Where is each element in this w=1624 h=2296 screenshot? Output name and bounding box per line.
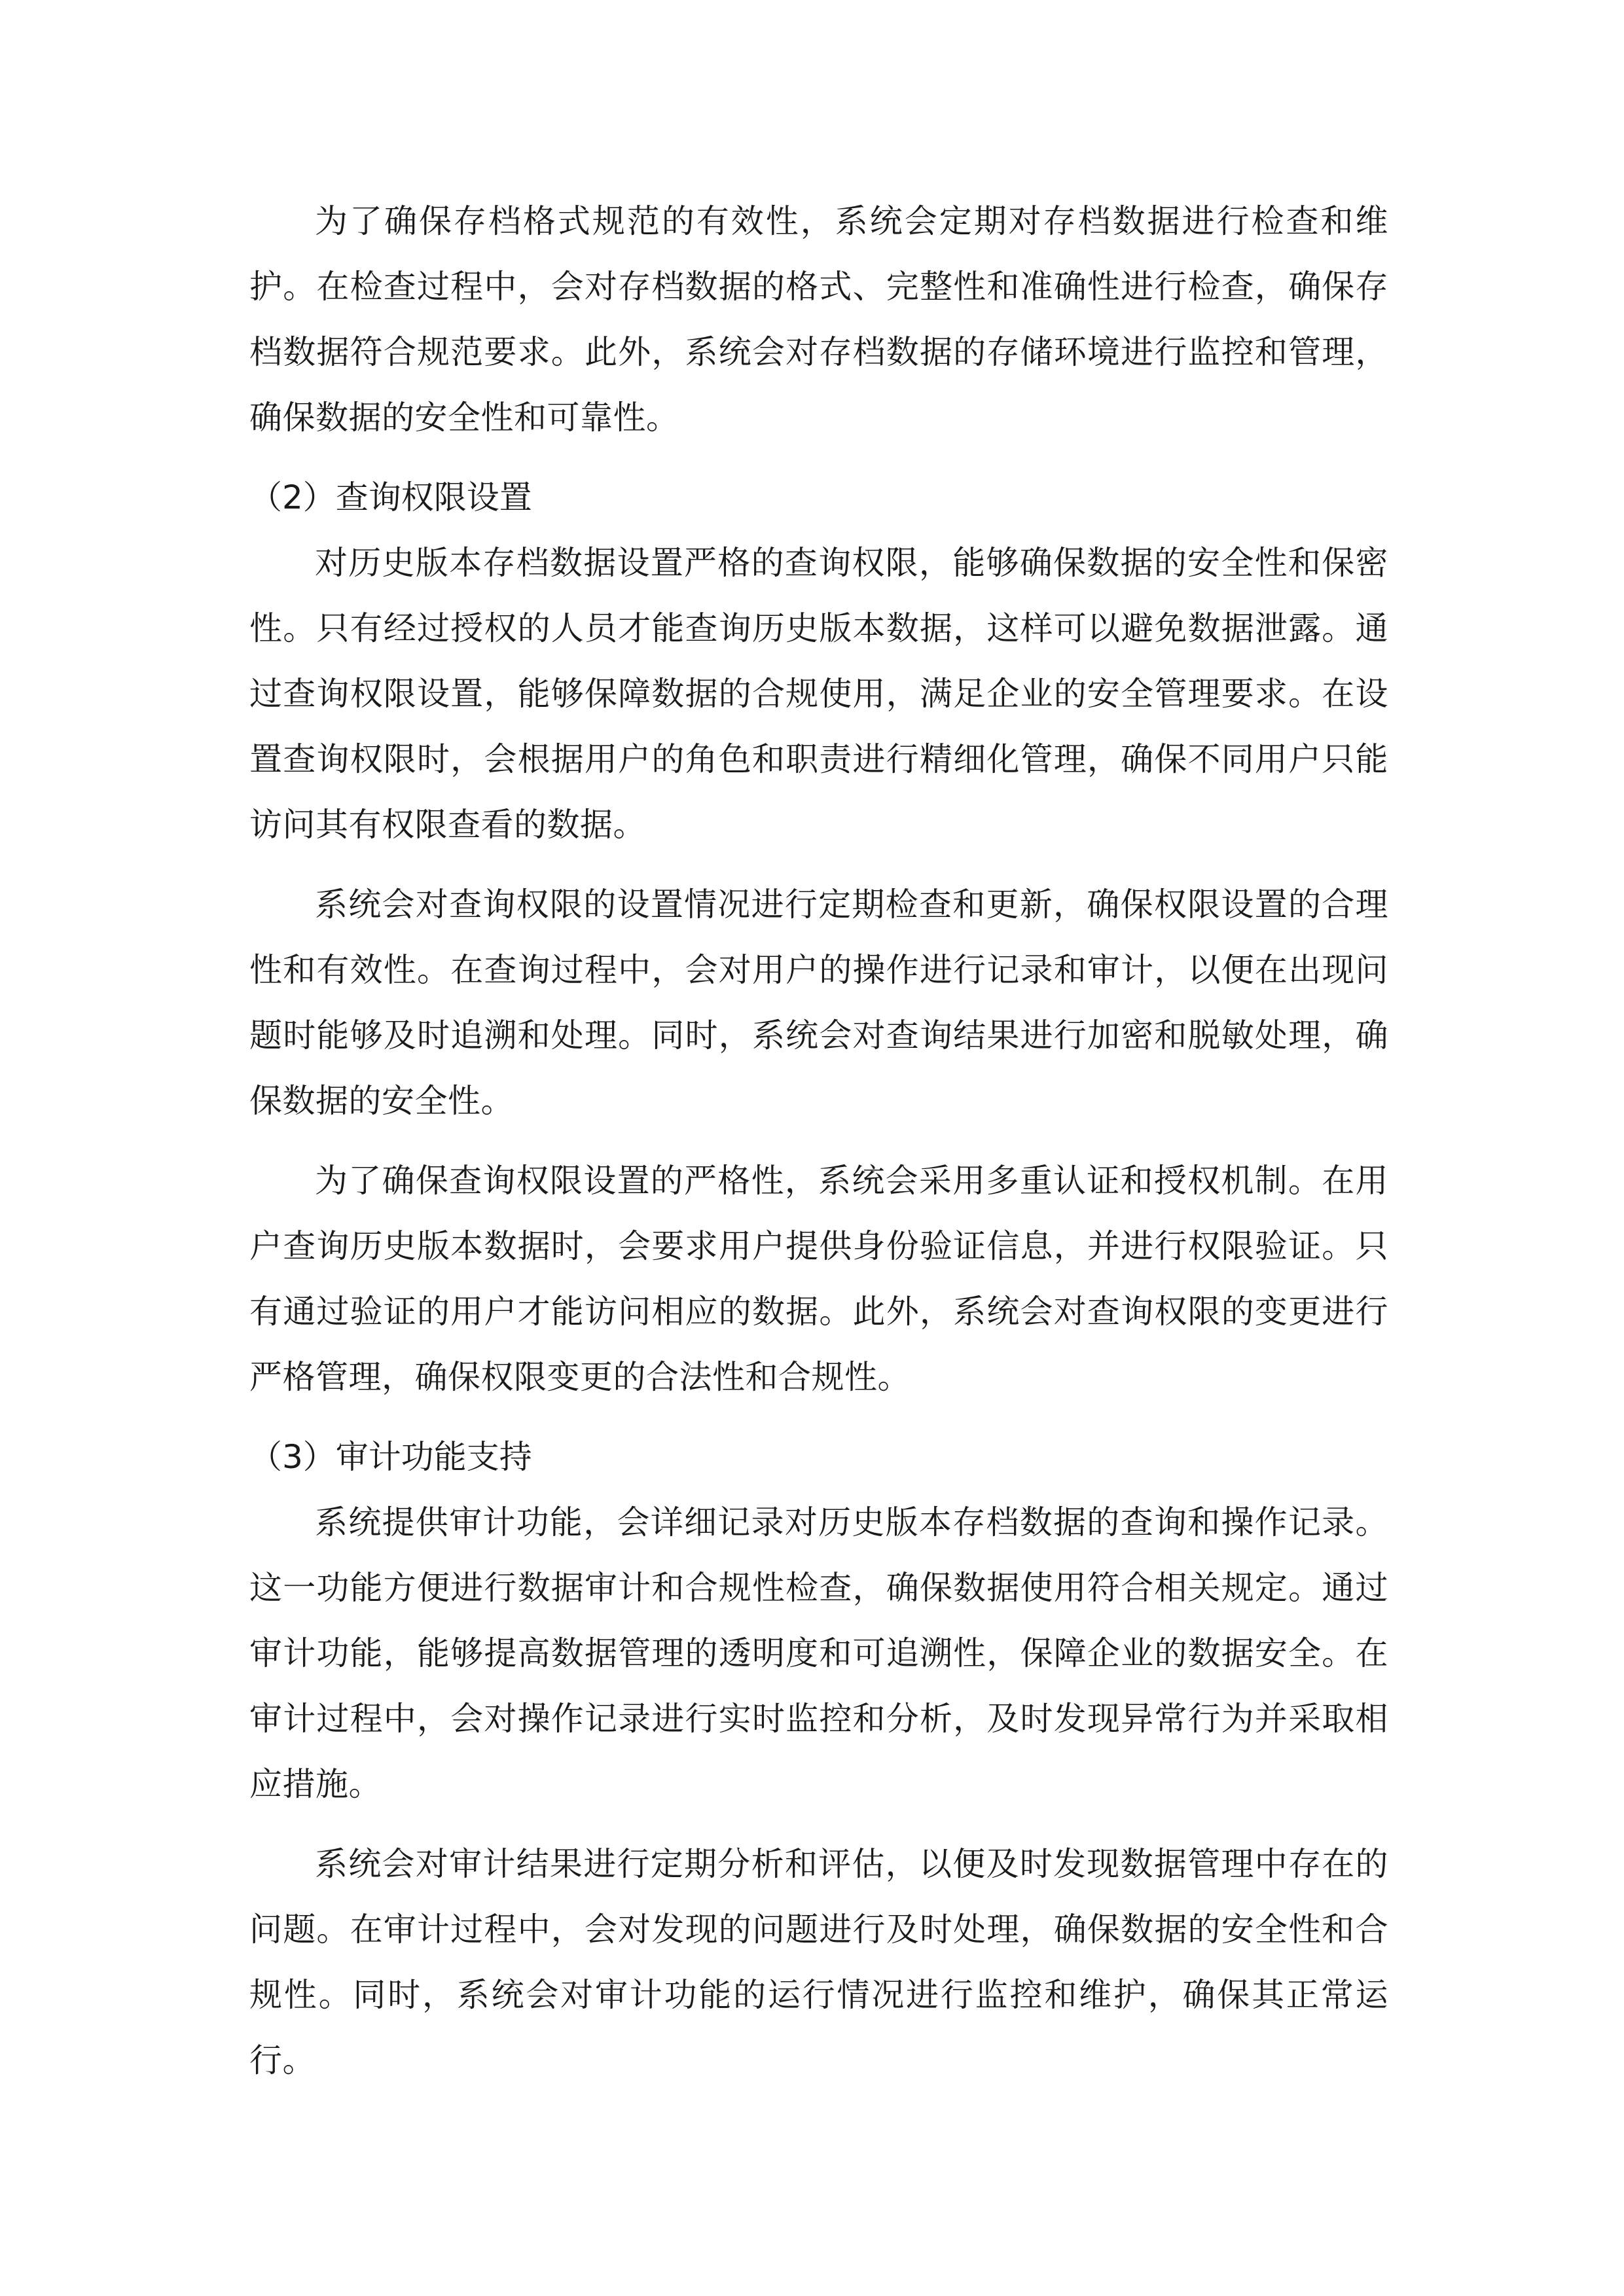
paragraph-query-permission-review: 系统会对查询权限的设置情况进行定期检查和更新，确保权限设置的合理性和有效性。在查询过程中，会对用户的操作进行记录和审计，以便在出现问题时能够及时追溯和处理。同时，系统会对查询结果进行加密和脱敏处理，确保数据的安全性。 xyxy=(249,886,1388,1120)
heading-query-permission-settings: （2）查询权限设置 xyxy=(249,478,532,516)
paragraph-audit-function-description: 系统提供审计功能，会详细记录对历史版本存档数据的查询和操作记录。这一功能方便进行数据审计和合规性检查，确保数据使用符合相关规定。通过审计功能，能够提高数据管理的透明度和可追溯性，保障企业的数据安全。在审计过程中，会对操作记录进行实时监控和分析，及时发现异常行为并采取相应措施。 xyxy=(249,1503,1388,1803)
paragraph-archive-format-maintenance: 为了确保存档格式规范的有效性，系统会定期对存档数据进行检查和维护。在检查过程中，会对存档数据的格式、完整性和准确性进行检查，确保存档数据符合规范要求。此外，系统会对存档数据的存储环境进行监控和管理，确保数据的安全性和可靠性。 xyxy=(249,202,1388,437)
paragraph-audit-result-analysis: 系统会对审计结果进行定期分析和评估，以便及时发现数据管理中存在的问题。在审计过程中，会对发现的问题进行及时处理，确保数据的安全性和合规性。同时，系统会对审计功能的运行情况进行监控和维护，确保其正常运行。 xyxy=(249,1845,1388,2079)
heading-audit-function-support: （3）审计功能支持 xyxy=(249,1438,532,1476)
document-body xyxy=(249,188,1388,2108)
paragraph-multi-factor-authorization: 为了确保查询权限设置的严格性，系统会采用多重认证和授权机制。在用户查询历史版本数据时，会要求用户提供身份验证信息，并进行权限验证。只有通过验证的用户才能访问相应的数据。此外，系统会对查询权限的变更进行严格管理，确保权限变更的合法性和合规性。 xyxy=(249,1162,1388,1396)
paragraph-query-permission-purpose: 对历史版本存档数据设置严格的查询权限，能够确保数据的安全性和保密性。只有经过授权的人员才能查询历史版本数据，这样可以避免数据泄露。通过查询权限设置，能够保障数据的合规使用，满足企业的安全管理要求。在设置查询权限时，会根据用户的角色和职责进行精细化管理，确保不同用户只能访问其有权限查看的数据。 xyxy=(249,544,1388,844)
